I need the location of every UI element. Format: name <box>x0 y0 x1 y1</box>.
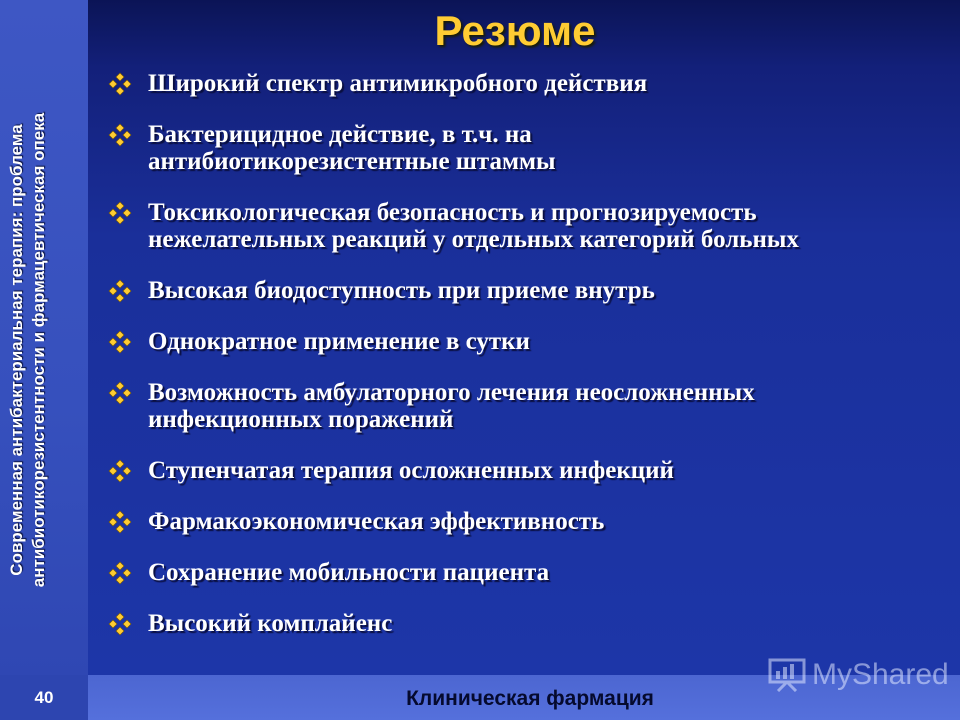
bullet-text-line: Возможность амбулаторного лечения неосложненных <box>148 379 755 406</box>
bullet-text-line: Фармакоэкономическая эффективность <box>148 508 605 535</box>
four-diamond-bullet-icon <box>108 510 132 534</box>
bullet-text-line: Сохранение мобильности пациента <box>148 559 550 586</box>
bullet-text-line: Бактерицидное действие, в т.ч. на <box>148 121 532 148</box>
four-diamond-bullet-icon <box>108 612 132 636</box>
bullet-item <box>104 508 954 535</box>
bullet-item <box>104 610 954 637</box>
watermark-text: MyShared <box>812 658 949 691</box>
four-diamond-bullet-icon <box>108 561 132 585</box>
bullet-text-line: антибиотикорезистентные штаммы <box>148 148 556 175</box>
bullet-item <box>104 277 954 304</box>
bullet-item <box>104 70 954 97</box>
bullet-text-line: Широкий спектр антимикробного действия <box>148 70 648 97</box>
bullet-item <box>104 328 954 355</box>
bullet-text-line: Высокий комплайенс <box>148 610 393 637</box>
bullet-item <box>104 121 954 175</box>
four-diamond-bullet-icon <box>108 381 132 405</box>
bullet-text-line: инфекционных поражений <box>148 406 454 433</box>
bullet-item <box>104 199 954 253</box>
four-diamond-bullet-icon <box>108 201 132 225</box>
sidebar-text-line-1: Современная антибактериальная терапия: проблема <box>7 124 26 576</box>
four-diamond-bullet-icon <box>108 72 132 96</box>
four-diamond-bullet-icon <box>108 330 132 354</box>
four-diamond-bullet-icon <box>108 123 132 147</box>
four-diamond-bullet-icon <box>108 279 132 303</box>
bullet-text-line: Однократное применение в сутки <box>148 328 530 355</box>
bullet-item <box>104 559 954 586</box>
four-diamond-bullet-icon <box>108 459 132 483</box>
watermark-logo <box>768 655 949 695</box>
footer-title: Клиническая фармация <box>406 687 654 710</box>
presentation-board-icon <box>768 658 806 692</box>
bullet-text-line: Высокая биодоступность при приеме внутрь <box>148 277 655 304</box>
bullet-text-line: Ступенчатая терапия осложненных инфекций <box>148 457 674 484</box>
sidebar-text-line-2: антибиотикорезистентности и фармацевтическая опека <box>29 112 48 588</box>
page-number: 40 <box>0 675 88 720</box>
bullet-item <box>104 379 954 433</box>
bullet-text-line: нежелательных реакций у отдельных категорий больных <box>148 226 799 253</box>
sidebar-vertical-text <box>6 50 80 650</box>
bullet-list <box>104 70 954 637</box>
bullet-text-line: Токсикологическая безопасность и прогнозируемость <box>148 199 757 226</box>
bullet-item <box>104 457 954 484</box>
slide-title: Резюме <box>434 7 596 54</box>
